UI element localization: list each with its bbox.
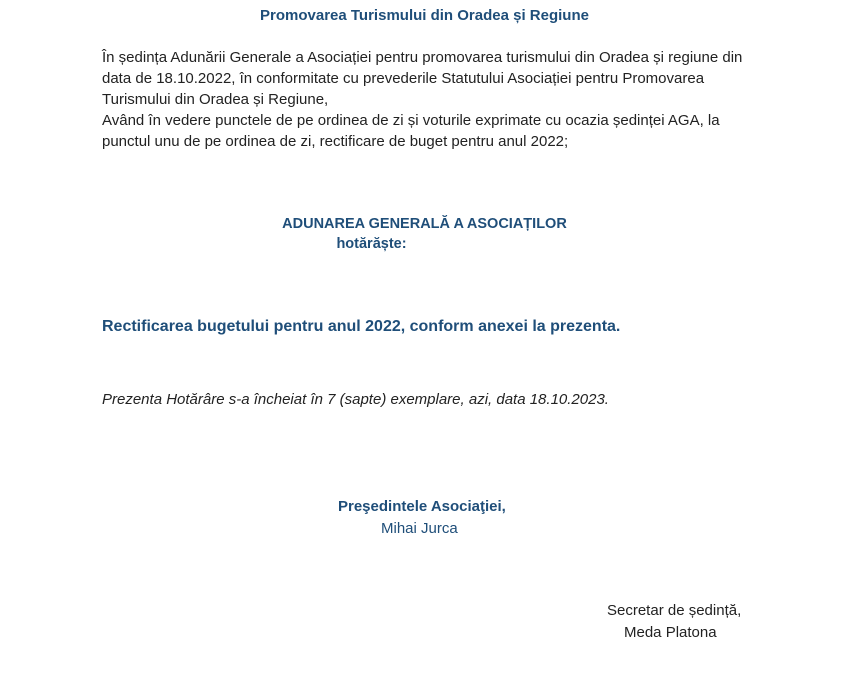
cut-off-title-fragment bbox=[112, 0, 712, 3]
secretary-signature-block bbox=[607, 600, 741, 644]
assembly-title: ADUNAREA GENERALĂ A ASOCIAȚILOR bbox=[282, 216, 567, 232]
president-signature-block bbox=[338, 496, 506, 540]
title-cut-off-line bbox=[112, 0, 712, 7]
secretary-name: Meda Platona bbox=[624, 624, 717, 641]
assembly-heading bbox=[0, 214, 849, 254]
assembly-decides: hotărăște: bbox=[336, 236, 407, 252]
preamble bbox=[102, 47, 762, 152]
document-subtitle: Promovarea Turismului din Oradea și Regiune bbox=[260, 7, 589, 24]
president-role: Preşedintele Asociaţiei, bbox=[338, 498, 506, 515]
closing-statement: Prezenta Hotărâre s-a încheiat în 7 (sapte) exemplare, azi, data 18.10.2023. bbox=[102, 391, 609, 408]
president-name: Mihai Jurca bbox=[381, 520, 458, 537]
secretary-role: Secretar de ședință, bbox=[607, 602, 742, 619]
preamble-paragraph-2: Având în vedere punctele de pe ordinea de zi și voturile exprimate cu ocazia ședinței AGA, la punctul unu de pe ordinea de zi, rectificare de buget pentru anul 2022; bbox=[102, 112, 720, 150]
resolution-text: Rectificarea bugetului pentru anul 2022, conform anexei la prezenta. bbox=[102, 318, 621, 335]
preamble-paragraph-1: În ședința Adunării Generale a Asociației pentru promovarea turismului din Oradea și regiune din data de 18.10.2022, în conformitate cu prevederile Statutului Asociației pentru Promovarea Turismului din Oradea și Regiune, bbox=[102, 49, 743, 108]
